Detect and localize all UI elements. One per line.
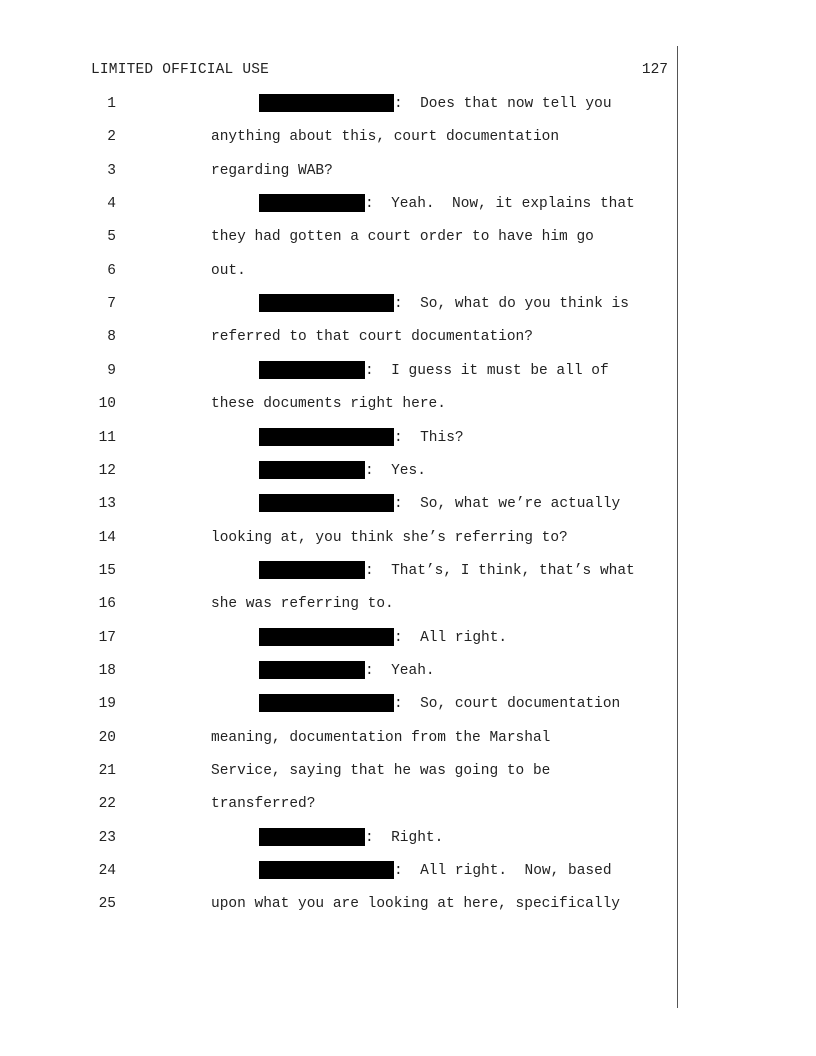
- line-text: : This?: [394, 429, 464, 446]
- transcript-line: [0, 96, 680, 116]
- speaker-redaction: [259, 428, 394, 446]
- line-number: 12: [98, 462, 116, 479]
- transcript-line: [0, 129, 680, 149]
- transcript-line: [0, 896, 680, 916]
- line-text: : Yeah.: [365, 662, 435, 679]
- speaker-redaction: [259, 694, 394, 712]
- line-text: regarding WAB?: [211, 162, 333, 179]
- transcript-line: [0, 863, 680, 883]
- transcript-line: [0, 596, 680, 616]
- line-text: looking at, you think she’s referring to?: [211, 529, 568, 546]
- line-number: 17: [98, 629, 116, 646]
- line-text: upon what you are looking at here, specifically: [211, 896, 620, 913]
- line-number: 16: [98, 596, 116, 613]
- line-number: 5: [107, 229, 116, 246]
- transcript-line: [0, 696, 680, 716]
- line-number: 21: [98, 763, 116, 779]
- transcript-line: [0, 796, 680, 816]
- line-text: : All right.: [394, 629, 508, 646]
- classification-header: LIMITED OFFICIAL USE: [91, 62, 270, 78]
- line-text: : So, what do you think is: [394, 296, 629, 313]
- transcript-line: [0, 229, 680, 249]
- line-number: 4: [107, 196, 116, 213]
- transcript-line: [0, 563, 680, 583]
- line-text: they had gotten a court order to have him go: [211, 229, 594, 246]
- line-number: 7: [107, 296, 116, 313]
- line-text: referred to that court documentation?: [211, 329, 533, 346]
- line-number: 24: [98, 863, 116, 880]
- line-number: 2: [107, 129, 116, 146]
- line-number: 13: [98, 496, 116, 513]
- line-text: : Yes.: [365, 462, 426, 479]
- line-number: 3: [107, 162, 116, 179]
- transcript-line: [0, 396, 680, 416]
- speaker-redaction: [259, 294, 394, 312]
- speaker-redaction: [259, 628, 394, 646]
- line-number: 8: [107, 329, 116, 346]
- line-number: 15: [98, 562, 116, 579]
- line-text: : All right. Now, based: [394, 863, 612, 880]
- line-number: 18: [98, 662, 116, 679]
- line-number: 25: [98, 896, 116, 913]
- line-text: these documents right here.: [211, 396, 446, 413]
- transcript-line: [0, 496, 680, 516]
- line-text: she was referring to.: [211, 596, 394, 613]
- transcript-line: [0, 763, 680, 783]
- line-number: 1: [107, 96, 116, 112]
- speaker-redaction: [259, 561, 365, 579]
- line-number: 10: [98, 396, 116, 413]
- line-number: 19: [98, 696, 116, 713]
- speaker-redaction: [259, 94, 394, 112]
- line-number: 11: [98, 429, 116, 446]
- line-number: 14: [98, 529, 116, 546]
- speaker-redaction: [259, 194, 365, 212]
- line-number: 9: [107, 362, 116, 379]
- line-text: : That’s, I think, that’s what: [365, 562, 635, 579]
- transcript-line: [0, 263, 680, 283]
- line-number: 22: [98, 796, 116, 813]
- line-text: Service, saying that he was going to be: [211, 763, 551, 779]
- transcript-line: [0, 430, 680, 450]
- line-text: : So, court documentation: [394, 696, 621, 713]
- line-text: transferred?: [211, 796, 316, 813]
- transcript-line: [0, 329, 680, 349]
- line-text: : I guess it must be all of: [365, 362, 609, 379]
- line-number: 23: [98, 829, 116, 846]
- transcript-line: [0, 163, 680, 183]
- transcript-line: [0, 730, 680, 750]
- speaker-redaction: [259, 461, 365, 479]
- speaker-redaction: [259, 494, 394, 512]
- line-text: out.: [211, 262, 246, 279]
- speaker-redaction: [259, 661, 365, 679]
- line-text: : Right.: [365, 829, 444, 846]
- speaker-redaction: [259, 828, 365, 846]
- page-number: 127: [641, 62, 668, 78]
- transcript-line: [0, 363, 680, 383]
- line-number: 20: [98, 729, 116, 746]
- speaker-redaction: [259, 361, 365, 379]
- line-text: meaning, documentation from the Marshal: [211, 729, 551, 746]
- line-text: : Does that now tell you: [394, 96, 612, 112]
- transcript-line: [0, 196, 680, 216]
- transcript-line: [0, 530, 680, 550]
- transcript-line: [0, 630, 680, 650]
- transcript-line: [0, 663, 680, 683]
- speaker-redaction: [259, 861, 394, 879]
- line-text: anything about this, court documentation: [211, 129, 560, 146]
- line-number: 6: [107, 262, 116, 279]
- line-text: : So, what we’re actually: [394, 496, 621, 513]
- transcript-line: [0, 296, 680, 316]
- transcript-line: [0, 463, 680, 483]
- transcript-line: [0, 830, 680, 850]
- line-text: : Yeah. Now, it explains that: [365, 196, 635, 213]
